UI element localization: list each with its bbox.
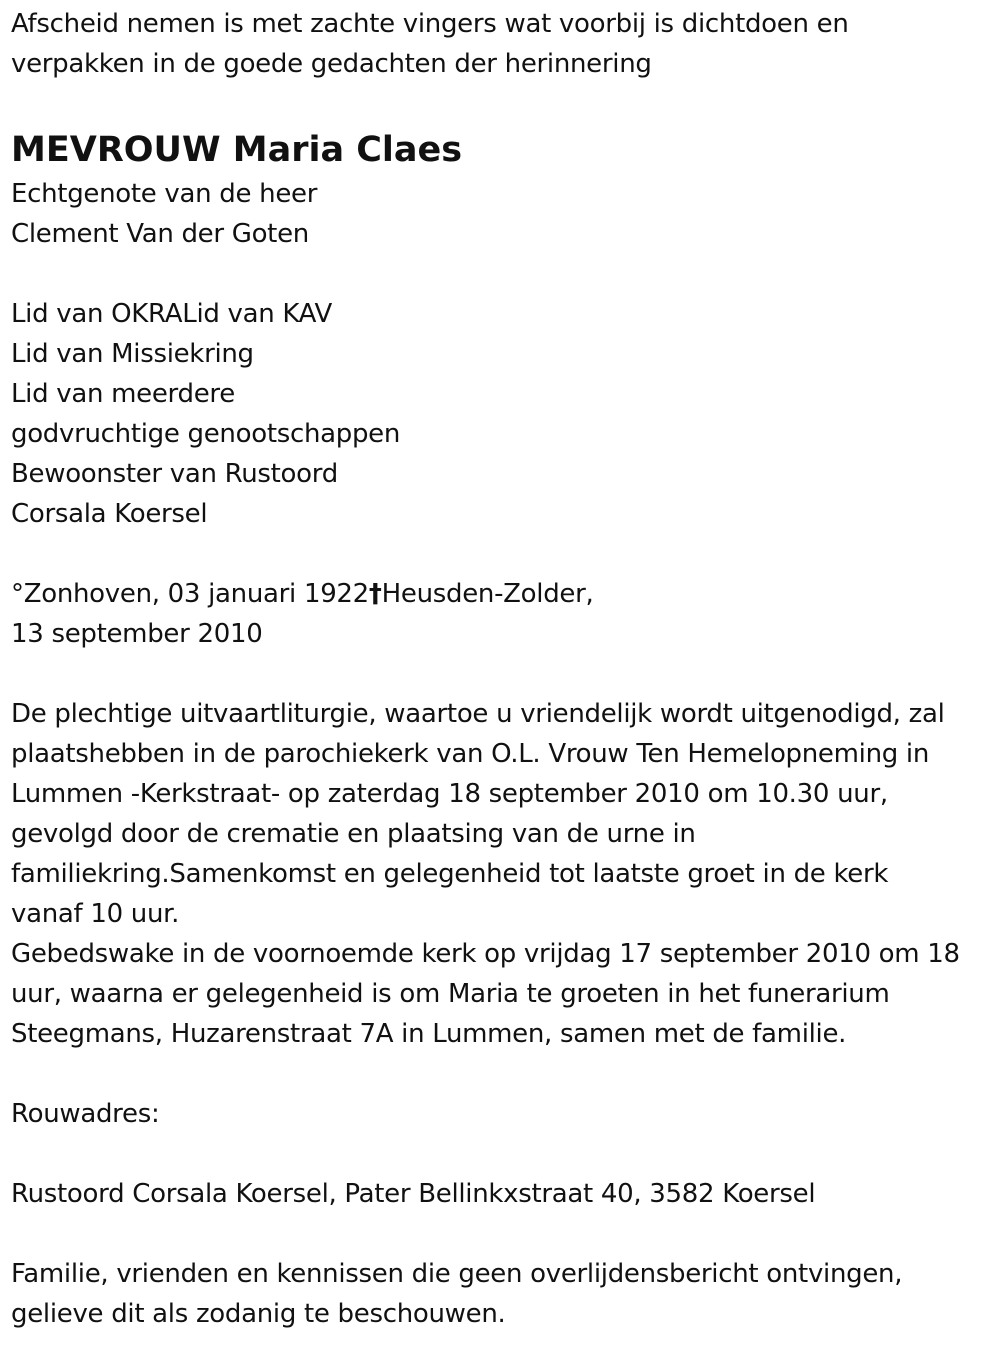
address-value: Rustoord Corsala Koersel, Pater Bellinkxstraat 40, 3582 Koersel xyxy=(11,1179,816,1209)
ceremony-line: Lummen -Kerkstraat- op zaterdag 18 september 2010 om 10.30 uur, xyxy=(11,779,888,809)
birth-death-line xyxy=(11,574,993,614)
spouse-line: Echtgenote van de heer xyxy=(11,179,318,209)
ceremony-line: De plechtige uitvaartliturgie, waartoe u vriendelijk wordt uitgenodigd, zal xyxy=(11,699,945,729)
cross-icon: † xyxy=(368,579,382,609)
spacer xyxy=(11,254,993,294)
membership-line: Corsala Koersel xyxy=(11,499,208,529)
ceremony-line: Steegmans, Huzarenstraat 7A in Lummen, samen met de familie. xyxy=(11,1019,847,1049)
birth-info: °Zonhoven, 03 januari 1922 xyxy=(11,579,369,609)
spouse-line: Clement Van der Goten xyxy=(11,219,309,249)
motto-line: verpakken in de goede gedachten der herinnering xyxy=(11,49,652,79)
spacer xyxy=(11,84,993,126)
birth-death-info xyxy=(11,574,993,654)
motto xyxy=(11,4,993,84)
motto-line: Afscheid nemen is met zachte vingers wat voorbij is dichtdoen en xyxy=(11,9,849,39)
memberships xyxy=(11,294,993,534)
spacer xyxy=(11,1054,993,1094)
closing-line: Familie, vrienden en kennissen die geen overlijdensbericht ontvingen, xyxy=(11,1259,903,1289)
ceremony-line: gevolgd door de crematie en plaatsing van de urne in xyxy=(11,819,696,849)
spacer xyxy=(11,1214,993,1254)
closing-line: gelieve dit als zodanig te beschouwen. xyxy=(11,1299,506,1329)
ceremony-line: vanaf 10 uur. xyxy=(11,899,180,929)
ceremony-info xyxy=(11,694,993,1054)
membership-line: Lid van OKRALid van KAV xyxy=(11,299,332,329)
membership-line: Lid van Missiekring xyxy=(11,339,254,369)
membership-line: Bewoonster van Rustoord xyxy=(11,459,338,489)
obituary-notice xyxy=(11,4,993,1334)
ceremony-line: familiekring.Samenkomst en gelegenheid tot laatste groet in de kerk xyxy=(11,859,889,889)
address-label: Rouwadres: xyxy=(11,1099,160,1129)
closing-note xyxy=(11,1254,993,1334)
spacer xyxy=(11,534,993,574)
spacer xyxy=(11,654,993,694)
membership-line: godvruchtige genootschappen xyxy=(11,419,401,449)
ceremony-line: plaatshebben in de parochiekerk van O.L. Vrouw Ten Hemelopneming in xyxy=(11,739,930,769)
death-place: Heusden-Zolder, xyxy=(381,579,594,609)
death-date: 13 september 2010 xyxy=(11,619,263,649)
ceremony-line: uur, waarna er gelegenheid is om Maria te groeten in het funerarium xyxy=(11,979,890,1009)
spouse-info xyxy=(11,174,993,254)
ceremony-line: Gebedswake in de voornoemde kerk op vrijdag 17 september 2010 om 18 xyxy=(11,939,960,969)
membership-line: Lid van meerdere xyxy=(11,379,235,409)
spacer xyxy=(11,1134,993,1174)
deceased-name: MEVROUW Maria Claes xyxy=(11,130,463,170)
